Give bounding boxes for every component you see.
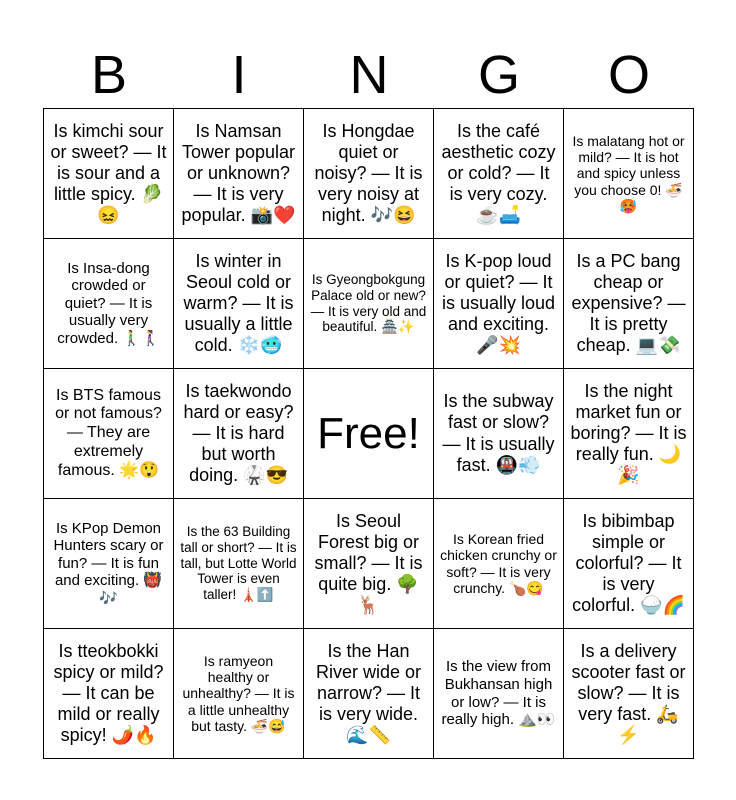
cell-text: Is the café aesthetic cozy or cold? — It is very cozy. ☕🛋️ <box>441 120 556 226</box>
cell-text: Is a PC bang cheap or expensive? — It is pretty cheap. 💻💸 <box>571 250 686 356</box>
bingo-cell[interactable] <box>174 369 304 499</box>
cell-text: Is a delivery scooter fast or slow? — It is very fast. 🛵⚡ <box>571 640 686 746</box>
cell-text: Is malatang hot or mild? — It is hot and spicy unless you choose 0! 🍜🥵 <box>572 132 685 215</box>
bingo-cell[interactable] <box>564 499 694 629</box>
bingo-cell[interactable] <box>434 109 564 239</box>
bingo-cell[interactable] <box>44 629 174 759</box>
bingo-cell[interactable] <box>304 239 434 369</box>
cell-text: Is kimchi sour or sweet? — It is sour and a little spicy. 🥬😖 <box>50 120 167 226</box>
bingo-cell[interactable] <box>44 369 174 499</box>
cell-text: Is the Han River wide or narrow? — It is very wide. 🌊📏 <box>315 640 422 746</box>
cell-text: Is the 63 Building tall or short? — It is tall, but Lotte World Tower is even taller! 🗼⬆️ <box>180 524 297 603</box>
cell-text: Is ramyeon healthy or unhealthy? — It is a little unhealthy but tasty. 🍜😅 <box>182 652 295 735</box>
bingo-cell[interactable] <box>434 499 564 629</box>
cell-text: Is K-pop loud or quiet? — It is usually loud and exciting. 🎤💥 <box>441 250 556 356</box>
free-space-text: Free! <box>317 408 420 458</box>
cell-text: Is winter in Seoul cold or warm? — It is usually a little cold. ❄️🥶 <box>183 250 294 356</box>
bingo-cell[interactable] <box>174 499 304 629</box>
bingo-cell[interactable] <box>174 629 304 759</box>
header-letter-i: I <box>231 45 247 105</box>
bingo-cell[interactable] <box>44 109 174 239</box>
cell-text: Is bibimbap simple or colorful? — It is very colorful. 🍚🌈 <box>572 510 685 616</box>
bingo-cell[interactable] <box>434 629 564 759</box>
bingo-cell[interactable] <box>174 109 304 239</box>
bingo-cell[interactable] <box>564 629 694 759</box>
bingo-cell[interactable] <box>44 239 174 369</box>
header-letter-n: N <box>349 45 389 105</box>
cell-text: Is BTS famous or not famous? — They are extremely famous. 🌟😲 <box>55 386 162 479</box>
bingo-cell[interactable] <box>564 239 694 369</box>
header-letter-o: O <box>607 45 650 105</box>
bingo-cell[interactable] <box>434 369 564 499</box>
bingo-cell[interactable] <box>434 239 564 369</box>
bingo-cell[interactable] <box>304 499 434 629</box>
cell-text: Is Namsan Tower popular or unknown? — It is very popular. 📸❤️ <box>181 120 296 226</box>
cell-text: Is the subway fast or slow? — It is usually fast. 🚇💨 <box>442 391 555 475</box>
bingo-cell[interactable] <box>304 109 434 239</box>
bingo-cell[interactable] <box>564 109 694 239</box>
cell-text: Is KPop Demon Hunters scary or fun? — It is fun and exciting. 👹🎶 <box>53 519 164 607</box>
bingo-grid <box>43 108 694 759</box>
cell-text: Is Gyeongbokgung Palace old or new? — It is very old and beautiful. 🏯✨ <box>310 271 427 335</box>
bingo-cell[interactable] <box>174 239 304 369</box>
cell-text: Is the view from Bukhansan high or low? — It is really high. ⛰️👀 <box>441 658 556 729</box>
cell-text: Is Insa-dong crowded or quiet? — It is usually very crowded. 🚶‍♂️🚶‍♀️ <box>57 259 160 347</box>
cell-text: Is the night market fun or boring? — It is really fun. 🌙🎉 <box>570 380 687 486</box>
cell-text: Is Hongdae quiet or noisy? — It is very noisy at night. 🎶😆 <box>314 120 423 226</box>
cell-text: Is Korean fried chicken crunchy or soft? — It is very crunchy. 🍗😋 <box>440 530 557 596</box>
header-letter-g: G <box>477 45 520 105</box>
free-space[interactable] <box>304 369 434 499</box>
bingo-cell[interactable] <box>304 629 434 759</box>
bingo-header <box>44 45 694 105</box>
cell-text: Is taekwondo hard or easy? — It is hard but worth doing. 🥋😎 <box>183 380 294 486</box>
bingo-cell[interactable] <box>44 499 174 629</box>
header-letter-b: B <box>90 45 128 105</box>
cell-text: Is tteokbokki spicy or mild? — It can be mild or really spicy! 🌶️🔥 <box>53 640 164 746</box>
cell-text: Is Seoul Forest big or small? — It is quite big. 🌳🦌 <box>314 510 423 616</box>
bingo-cell[interactable] <box>564 369 694 499</box>
